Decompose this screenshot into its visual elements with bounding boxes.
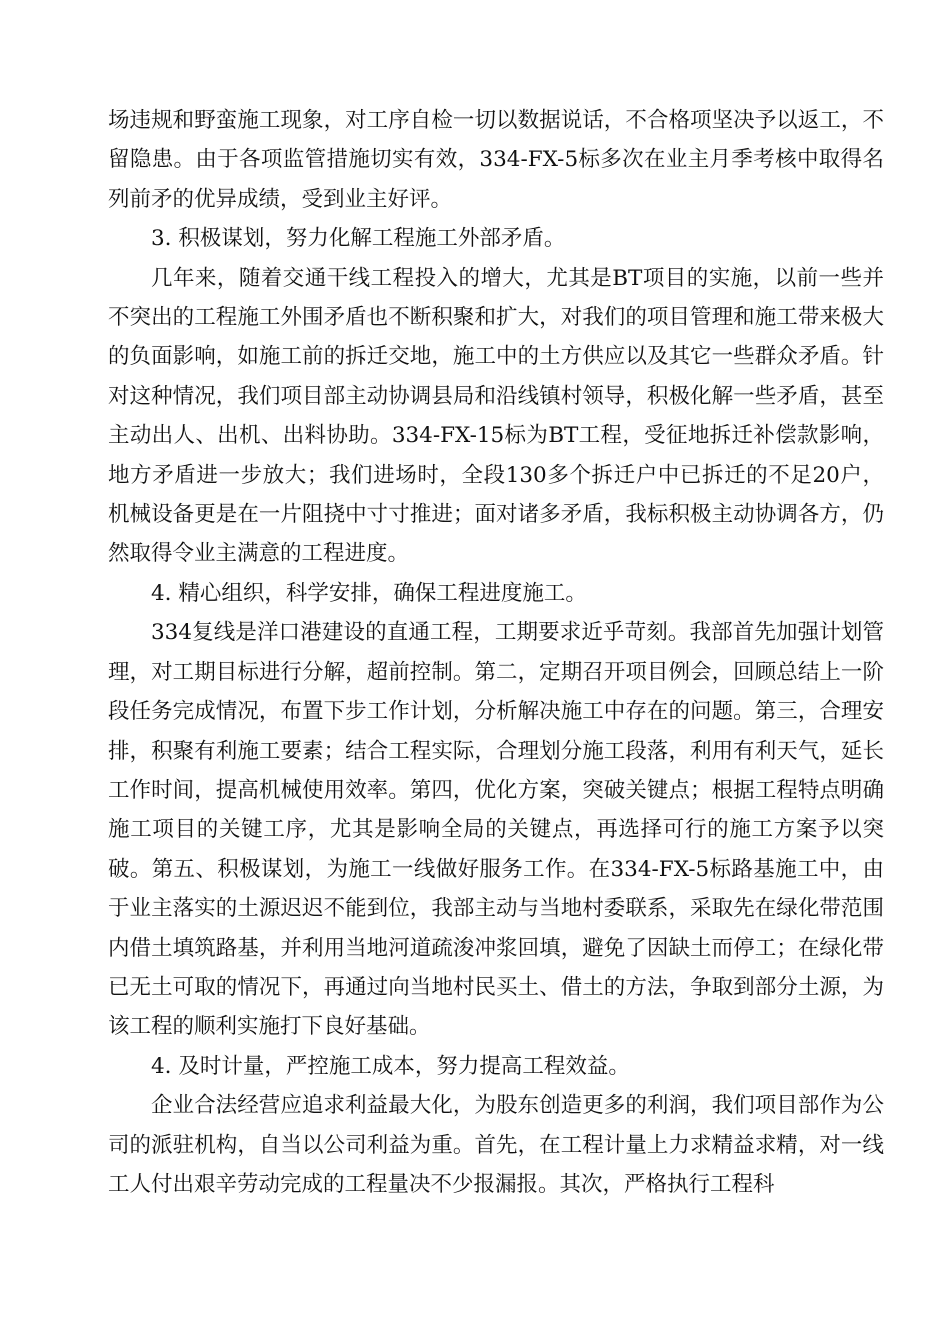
document-page: [108, 101, 884, 1204]
paragraph-schedule: 334复线是洋口港建设的直通工程，工期要求近乎苛刻。我部首先加强计划管理，对工期目标进行分解，超前控制。第二，定期召开项目例会，回顾总结上一阶段任务完成情况，布置下步工作计划，分析解决施工中存在的问题。第三，合理安排，积聚有利施工要素；结合工程实际，合理划分施工段落，利用有利天气，延长工作时间，提高机械使用效率。第四，优化方案，突破关键点；根据工程特点明确施工项目的关键工序，尤其是影响全局的关键点，再选择可行的施工方案予以突破。第五、积极谋划，为施工一线做好服务工作。在334-FX-5标路基施工中，由于业主落实的土源迟迟不能到位，我部主动与当地村委联系，采取先在绿化带范围内借土填筑路基，并利用当地河道疏浚冲浆回填，避免了因缺土而停工；在绿化带已无土可取的情况下，再通过向当地村民买土、借土的方法，争取到部分土源，为该工程的顺利实施打下良好基础。: [108, 620, 884, 1040]
paragraph-cost: 企业合法经营应追求利益最大化，为股东创造更多的利润，我们项目部作为公司的派驻机构，自当以公司利益为重。首先，在工程计量上力求精益求精，对一线工人付出艰辛劳动完成的工程量决不少报漏报。其次，严格执行工程科: [108, 1093, 884, 1197]
paragraph-continuation: 场违规和野蛮施工现象，对工序自检一切以数据说话，不合格项坚决予以返工，不留隐患。由于各项监管措施切实有效，334-FX-5标多次在业主月季考核中取得名列前矛的优异成绩，受到业主好评。: [108, 108, 884, 212]
section-heading-4-cost: 4. 及时计量，严控施工成本，努力提高工程效益。: [151, 1053, 630, 1079]
section-heading-4-schedule: 4. 精心组织，科学安排，确保工程进度施工。: [151, 580, 587, 606]
paragraph-external-conflicts: 几年来，随着交通干线工程投入的增大，尤其是BT项目的实施，以前一些并不突出的工程施工外围矛盾也不断积聚和扩大，对我们的项目管理和施工带来极大的负面影响，如施工前的拆迁交地，施工中的土方供应以及其它一些群众矛盾。针对这种情况，我们项目部主动协调县局和沿线镇村领导，积极化解一些矛盾，甚至主动出人、出机、出料协助。334-FX-15标为BT工程，受征地拆迁补偿款影响，地方矛盾进一步放大；我们进场时，全段130多个拆迁户中已拆迁的不足20户，机械设备更是在一片阻挠中寸寸推进；面对诸多矛盾，我标积极主动协调各方，仍然取得令业主满意的工程进度。: [108, 265, 884, 567]
section-heading-3: 3. 积极谋划，努力化解工程施工外部矛盾。: [151, 226, 566, 252]
